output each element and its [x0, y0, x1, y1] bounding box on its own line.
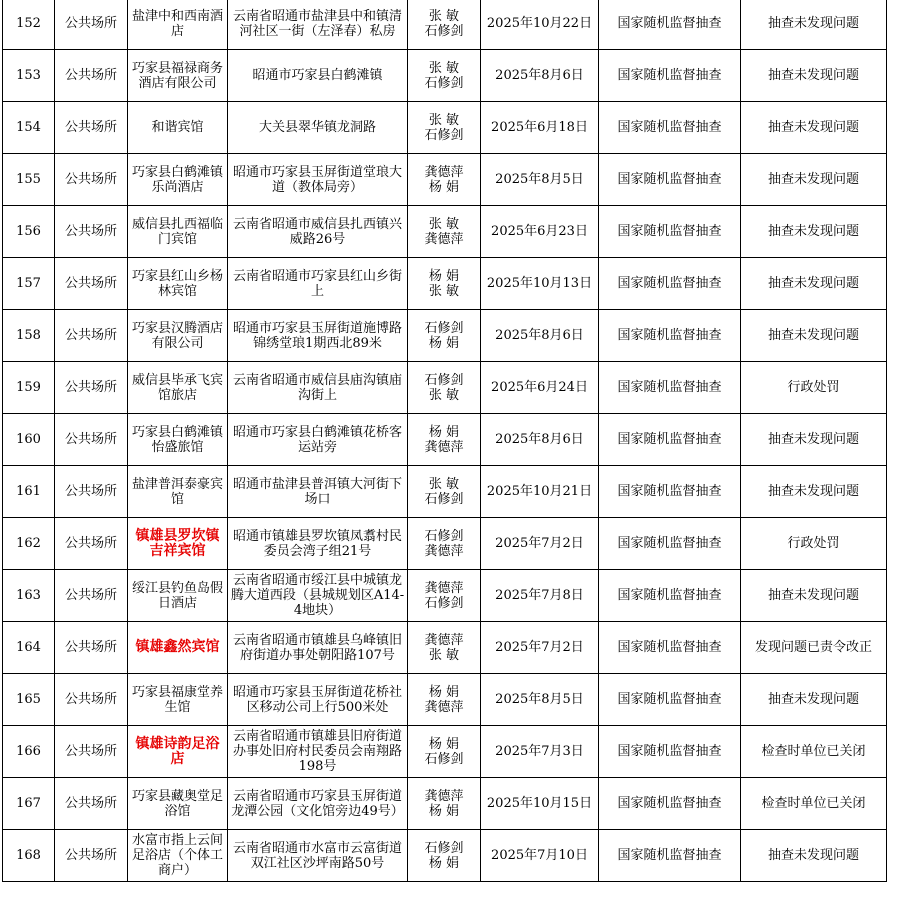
- inspection-result-cell: 抽查未发现问题: [741, 154, 887, 206]
- establishment-name-cell: 巧家县藏奥堂足浴馆: [128, 778, 228, 830]
- category-cell: 公共场所: [55, 310, 128, 362]
- row-number-cell: 158: [3, 310, 55, 362]
- inspector-name: 石修剑: [424, 751, 464, 767]
- table-row: [3, 778, 887, 830]
- inspector-name: 龚德萍: [424, 580, 464, 596]
- inspector-name: 石修剑: [424, 491, 464, 507]
- inspector-name: 张 敏: [428, 8, 460, 24]
- category-cell: 公共场所: [55, 830, 128, 882]
- inspector-name: 石修剑: [424, 528, 464, 544]
- establishment-name-cell: 巧家县白鹤滩镇乐尚酒店: [128, 154, 228, 206]
- category-cell: 公共场所: [55, 674, 128, 726]
- category-cell: 公共场所: [55, 414, 128, 466]
- establishment-name-cell: 威信县扎西福临门宾馆: [128, 206, 228, 258]
- table-row: [3, 466, 887, 518]
- address-cell: 云南省昭通市绥江县中城镇龙腾大道西段（县城规划区A14-4地块）: [228, 570, 408, 622]
- inspection-method-cell: 国家随机监督抽查: [599, 310, 741, 362]
- table-row: [3, 206, 887, 258]
- establishment-name-cell: 巧家县白鹤滩镇怡盛旅馆: [128, 414, 228, 466]
- inspection-date-cell: 2025年8月6日: [481, 50, 599, 102]
- establishment-name-cell: 巧家县福禄商务酒店有限公司: [128, 50, 228, 102]
- inspection-result-cell: 抽查未发现问题: [741, 102, 887, 154]
- row-number-cell: 152: [3, 0, 55, 50]
- inspection-result-cell: 抽查未发现问题: [741, 310, 887, 362]
- establishment-name-cell: 巧家县汉腾酒店有限公司: [128, 310, 228, 362]
- inspection-date-cell: 2025年7月10日: [481, 830, 599, 882]
- inspection-date-cell: 2025年10月21日: [481, 466, 599, 518]
- inspection-date-cell: 2025年8月5日: [481, 674, 599, 726]
- row-number-cell: 164: [3, 622, 55, 674]
- inspector-name: 龚德萍: [424, 699, 464, 715]
- row-number-cell: 153: [3, 50, 55, 102]
- inspector-name: 张 敏: [428, 476, 460, 492]
- address-cell: 云南省昭通市巧家县红山乡街上: [228, 258, 408, 310]
- establishment-name-cell: 巧家县红山乡杨林宾馆: [128, 258, 228, 310]
- row-number-cell: 156: [3, 206, 55, 258]
- inspector-name: 张 敏: [428, 112, 460, 128]
- inspection-date-cell: 2025年10月15日: [481, 778, 599, 830]
- inspectors-cell: [408, 310, 481, 362]
- inspector-name: 杨 娟: [428, 335, 460, 351]
- inspectors-cell: [408, 778, 481, 830]
- table-body: [3, 0, 887, 882]
- table-row: [3, 674, 887, 726]
- inspection-table: [2, 0, 887, 882]
- inspection-result-cell: 抽查未发现问题: [741, 570, 887, 622]
- row-number-cell: 154: [3, 102, 55, 154]
- row-number-cell: 160: [3, 414, 55, 466]
- category-cell: 公共场所: [55, 0, 128, 50]
- inspection-method-cell: 国家随机监督抽查: [599, 466, 741, 518]
- inspector-name: 杨 娟: [428, 803, 460, 819]
- category-cell: 公共场所: [55, 466, 128, 518]
- inspection-result-cell: 检查时单位已关闭: [741, 726, 887, 778]
- row-number-cell: 159: [3, 362, 55, 414]
- inspection-result-cell: 抽查未发现问题: [741, 830, 887, 882]
- inspectors-cell: [408, 518, 481, 570]
- address-cell: 昭通市巧家县玉屏街道花桥社区移动公司上行500米处: [228, 674, 408, 726]
- inspector-name: 石修剑: [424, 127, 464, 143]
- inspection-method-cell: 国家随机监督抽查: [599, 206, 741, 258]
- row-number-cell: 166: [3, 726, 55, 778]
- inspection-method-cell: 国家随机监督抽查: [599, 726, 741, 778]
- table-row: [3, 102, 887, 154]
- inspector-name: 龚德萍: [424, 439, 464, 455]
- category-cell: 公共场所: [55, 778, 128, 830]
- inspector-name: 龚德萍: [424, 788, 464, 804]
- inspector-name: 张 敏: [428, 387, 460, 403]
- table-row: [3, 0, 887, 50]
- address-cell: 云南省昭通市盐津县中和镇清河社区一街（左泽春）私房: [228, 0, 408, 50]
- inspection-date-cell: 2025年8月6日: [481, 414, 599, 466]
- inspection-method-cell: 国家随机监督抽查: [599, 50, 741, 102]
- inspector-name: 龚德萍: [424, 164, 464, 180]
- address-cell: 云南省昭通市巧家县玉屏街道龙潭公园（文化馆旁边49号）: [228, 778, 408, 830]
- table-row: [3, 570, 887, 622]
- inspectors-cell: [408, 154, 481, 206]
- address-cell: 云南省昭通市镇雄县旧府街道办事处旧府村民委员会南翔路198号: [228, 726, 408, 778]
- inspection-date-cell: 2025年7月2日: [481, 622, 599, 674]
- inspection-method-cell: 国家随机监督抽查: [599, 830, 741, 882]
- table-row: [3, 518, 887, 570]
- establishment-name-cell: 威信县毕承飞宾馆旅店: [128, 362, 228, 414]
- inspection-date-cell: 2025年6月23日: [481, 206, 599, 258]
- row-number-cell: 168: [3, 830, 55, 882]
- inspector-name: 杨 娟: [428, 179, 460, 195]
- inspection-method-cell: 国家随机监督抽查: [599, 154, 741, 206]
- inspection-result-cell: 检查时单位已关闭: [741, 778, 887, 830]
- row-number-cell: 161: [3, 466, 55, 518]
- category-cell: 公共场所: [55, 622, 128, 674]
- inspection-method-cell: 国家随机监督抽查: [599, 0, 741, 50]
- inspectors-cell: [408, 830, 481, 882]
- inspection-result-cell: 行政处罚: [741, 362, 887, 414]
- inspection-date-cell: 2025年8月5日: [481, 154, 599, 206]
- category-cell: 公共场所: [55, 362, 128, 414]
- inspection-result-cell: 抽查未发现问题: [741, 414, 887, 466]
- category-cell: 公共场所: [55, 154, 128, 206]
- inspection-method-cell: 国家随机监督抽查: [599, 258, 741, 310]
- table-row: [3, 154, 887, 206]
- inspection-result-cell: 抽查未发现问题: [741, 466, 887, 518]
- inspection-result-cell: 抽查未发现问题: [741, 206, 887, 258]
- address-cell: 昭通市盐津县普洱镇大河街下场口: [228, 466, 408, 518]
- inspector-name: 杨 娟: [428, 684, 460, 700]
- inspector-name: 张 敏: [428, 60, 460, 76]
- inspectors-cell: [408, 362, 481, 414]
- category-cell: 公共场所: [55, 206, 128, 258]
- inspectors-cell: [408, 206, 481, 258]
- inspection-date-cell: 2025年8月6日: [481, 310, 599, 362]
- inspection-result-cell: 发现问题已责令改正: [741, 622, 887, 674]
- inspection-result-cell: 抽查未发现问题: [741, 0, 887, 50]
- establishment-name-cell: 镇雄诗韵足浴店: [128, 726, 228, 778]
- inspection-method-cell: 国家随机监督抽查: [599, 518, 741, 570]
- table-row: [3, 622, 887, 674]
- inspectors-cell: [408, 258, 481, 310]
- inspector-name: 张 敏: [428, 647, 460, 663]
- inspectors-cell: [408, 570, 481, 622]
- establishment-name-cell: 镇雄鑫然宾馆: [128, 622, 228, 674]
- table-row: [3, 50, 887, 102]
- inspector-name: 杨 娟: [428, 424, 460, 440]
- inspector-name: 杨 娟: [428, 268, 460, 284]
- establishment-name-cell: 和谐宾馆: [128, 102, 228, 154]
- inspectors-cell: [408, 50, 481, 102]
- inspection-result-cell: 抽查未发现问题: [741, 50, 887, 102]
- establishment-name-cell: 水富市指上云间足浴店（个体工商户）: [128, 830, 228, 882]
- inspectors-cell: [408, 102, 481, 154]
- inspector-name: 龚德萍: [424, 632, 464, 648]
- inspector-name: 杨 娟: [428, 736, 460, 752]
- inspection-method-cell: 国家随机监督抽查: [599, 622, 741, 674]
- inspector-name: 石修剑: [424, 320, 464, 336]
- table-row: [3, 362, 887, 414]
- table-row: [3, 258, 887, 310]
- address-cell: 云南省昭通市威信县庙沟镇庙沟街上: [228, 362, 408, 414]
- inspection-date-cell: 2025年7月2日: [481, 518, 599, 570]
- inspector-name: 张 敏: [428, 283, 460, 299]
- establishment-name-cell: 盐津普洱泰豪宾馆: [128, 466, 228, 518]
- address-cell: 昭通市巧家县玉屏街道堂琅大道（教体局旁）: [228, 154, 408, 206]
- category-cell: 公共场所: [55, 518, 128, 570]
- inspectors-cell: [408, 726, 481, 778]
- inspection-method-cell: 国家随机监督抽查: [599, 778, 741, 830]
- inspectors-cell: [408, 414, 481, 466]
- row-number-cell: 162: [3, 518, 55, 570]
- address-cell: 昭通市巧家县玉屏街道施博路锦绣堂琅1期西北89米: [228, 310, 408, 362]
- establishment-name-cell: 盐津中和西南酒店: [128, 0, 228, 50]
- inspection-result-cell: 行政处罚: [741, 518, 887, 570]
- inspector-name: 石修剑: [424, 372, 464, 388]
- inspection-method-cell: 国家随机监督抽查: [599, 674, 741, 726]
- row-number-cell: 155: [3, 154, 55, 206]
- inspector-name: 张 敏: [428, 216, 460, 232]
- address-cell: 云南省昭通市水富市云富街道双江社区沙坪南路50号: [228, 830, 408, 882]
- inspection-date-cell: 2025年10月13日: [481, 258, 599, 310]
- category-cell: 公共场所: [55, 102, 128, 154]
- inspector-name: 石修剑: [424, 23, 464, 39]
- inspectors-cell: [408, 674, 481, 726]
- inspection-result-cell: 抽查未发现问题: [741, 258, 887, 310]
- inspector-name: 龚德萍: [424, 231, 464, 247]
- category-cell: 公共场所: [55, 726, 128, 778]
- category-cell: 公共场所: [55, 50, 128, 102]
- row-number-cell: 165: [3, 674, 55, 726]
- table-row: [3, 830, 887, 882]
- inspection-date-cell: 2025年7月3日: [481, 726, 599, 778]
- inspector-name: 杨 娟: [428, 855, 460, 871]
- inspector-name: 石修剑: [424, 595, 464, 611]
- establishment-name-cell: 镇雄县罗坎镇吉祥宾馆: [128, 518, 228, 570]
- row-number-cell: 167: [3, 778, 55, 830]
- inspector-name: 石修剑: [424, 75, 464, 91]
- inspector-name: 石修剑: [424, 840, 464, 856]
- category-cell: 公共场所: [55, 570, 128, 622]
- inspectors-cell: [408, 466, 481, 518]
- inspector-name: 龚德萍: [424, 543, 464, 559]
- inspection-method-cell: 国家随机监督抽查: [599, 570, 741, 622]
- row-number-cell: 157: [3, 258, 55, 310]
- inspection-method-cell: 国家随机监督抽查: [599, 362, 741, 414]
- inspection-date-cell: 2025年10月22日: [481, 0, 599, 50]
- category-cell: 公共场所: [55, 258, 128, 310]
- inspectors-cell: [408, 0, 481, 50]
- address-cell: 云南省昭通市威信县扎西镇兴威路26号: [228, 206, 408, 258]
- table-row: [3, 310, 887, 362]
- address-cell: 昭通市巧家县白鹤滩镇花桥客运站旁: [228, 414, 408, 466]
- establishment-name-cell: 绥江县钓鱼岛假日酒店: [128, 570, 228, 622]
- inspection-method-cell: 国家随机监督抽查: [599, 414, 741, 466]
- address-cell: 昭通市镇雄县罗坎镇凤翥村民委员会湾子组21号: [228, 518, 408, 570]
- inspection-result-cell: 抽查未发现问题: [741, 674, 887, 726]
- address-cell: 云南省昭通市镇雄县乌峰镇旧府街道办事处朝阳路107号: [228, 622, 408, 674]
- table-row: [3, 414, 887, 466]
- inspection-date-cell: 2025年6月24日: [481, 362, 599, 414]
- establishment-name-cell: 巧家县福康堂养生馆: [128, 674, 228, 726]
- row-number-cell: 163: [3, 570, 55, 622]
- inspection-date-cell: 2025年7月8日: [481, 570, 599, 622]
- address-cell: 昭通市巧家县白鹤滩镇: [228, 50, 408, 102]
- inspectors-cell: [408, 622, 481, 674]
- address-cell: 大关县翠华镇龙洞路: [228, 102, 408, 154]
- table-row: [3, 726, 887, 778]
- inspection-method-cell: 国家随机监督抽查: [599, 102, 741, 154]
- inspection-date-cell: 2025年6月18日: [481, 102, 599, 154]
